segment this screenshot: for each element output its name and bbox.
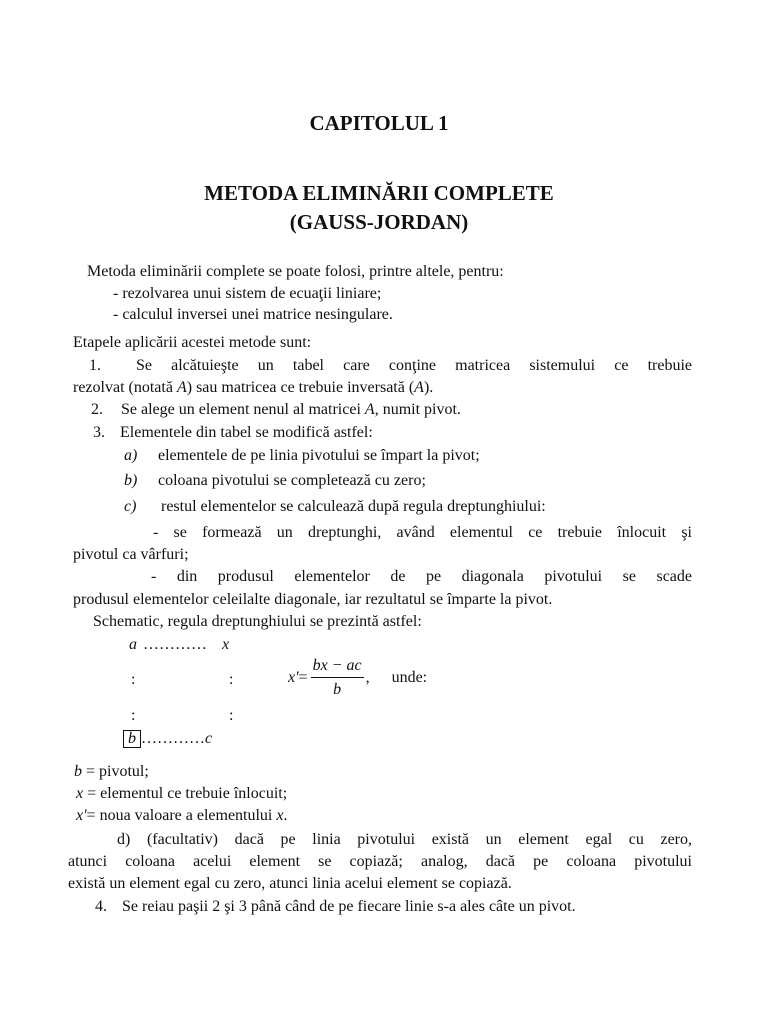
step1-line2-pre: rezolvat (notată [73, 379, 177, 396]
def-text: noua valoare a elementului [99, 807, 277, 824]
formula-eq: = [298, 669, 308, 686]
chapter-title: CAPITOLUL 1 [309, 111, 449, 135]
schematic-intro: Schematic, regula dreptunghiului se prezintă astfel: [93, 613, 422, 630]
def-var: x [76, 785, 84, 802]
schema-bottom-right-c: c [205, 730, 213, 747]
def-var2: x [276, 807, 284, 824]
matrix-a-symbol: A [414, 379, 424, 396]
method-title-line1: METODA ELIMINĂRII COMPLETE [204, 181, 554, 205]
use-item-2: - calculul inversei unei matrice nesingulare. [113, 306, 393, 323]
matrix-a-symbol: A [176, 379, 187, 396]
definition-new-value [76, 806, 287, 826]
schema-colon: : [131, 707, 136, 724]
pivot-box: b [123, 730, 141, 748]
step2-post: , numit pivot. [374, 401, 461, 418]
formula-numerator: bx − ac [311, 656, 364, 678]
definition-element [76, 784, 287, 804]
step1-number: 1. [89, 357, 101, 374]
step3-text: Elementele din tabel se modifică astfel: [120, 424, 373, 441]
def-var: x' [76, 807, 87, 824]
formula-lhs: x' [288, 669, 299, 686]
step2-text [121, 400, 461, 420]
step-d-line1: d) (facultativ) dacă pe linia pivotului există un element egal cu zero, [117, 831, 692, 848]
schema-top-dots: ………… [143, 636, 207, 653]
def-sep: = [83, 785, 101, 802]
matrix-a-symbol: A [364, 401, 375, 418]
step1-line2-mid: ) sau matricea ce trebuie inversată ( [186, 379, 415, 396]
step1-line2-post: ). [423, 379, 434, 396]
step3-c2-line2: produsul elementelor celeilalte diagonale, iar rezultatul se împarte la pivot. [73, 591, 553, 608]
def-sep: = [82, 763, 100, 780]
def-sep: = [86, 807, 100, 824]
schema-colon: : [229, 707, 234, 724]
def-text: pivotul; [99, 763, 149, 780]
step3-c2-line1: - din produsul elementelor de pe diagonala pivotului se scade [151, 568, 692, 585]
schema-bottom-dots: ………… [141, 730, 205, 747]
formula-comma: , [365, 669, 370, 686]
step2-number: 2. [91, 401, 103, 418]
step2-pre: Se alege un element nenul al matricei [121, 401, 365, 418]
schema-top-right-x: x [222, 636, 230, 653]
step4-text: Se reiau paşii 2 şi 3 până când de pe fiecare linie s-a ales câte un pivot. [122, 898, 576, 915]
schema-bottom-row [123, 729, 212, 749]
use-item-1: - rezolvarea unui sistem de ecuaţii liniare; [113, 285, 382, 302]
step3-b-text: coloana pivotului se completează cu zero; [158, 472, 426, 489]
def-var: b [74, 763, 82, 780]
step-d-line2: atunci coloana acelui element se copiază; analog, dacă pe coloana pivotului [68, 853, 692, 870]
step3-a-label: a) [124, 447, 138, 464]
step3-c1-line2: pivotul ca vârfuri; [73, 546, 189, 563]
schema-top-left-a: a [129, 636, 137, 653]
step4-number: 4. [95, 898, 107, 915]
intro-text: Metoda eliminării complete se poate folosi, printre altele, pentru: [87, 263, 504, 280]
step3-c1-line1: - se formează un dreptunghi, având elementul ce trebuie înlocuit şi [153, 524, 692, 541]
unde-label: unde: [391, 669, 428, 686]
steps-heading: Etapele aplicării acestei metode sunt: [73, 334, 312, 351]
rectangle-rule-formula [288, 656, 427, 700]
formula-denominator: b [333, 681, 342, 698]
step3-b-label: b) [124, 472, 138, 489]
def-text: elementul ce trebuie înlocuit; [100, 785, 288, 802]
method-title-line2: (GAUSS-JORDAN) [289, 210, 469, 234]
step3-number: 3. [93, 424, 105, 441]
formula-fraction [311, 656, 364, 700]
step-d-line3: există un element egal cu zero, atunci linia acelui element se copiază. [68, 875, 512, 892]
step3-c-text: restul elementelor se calculează după regula dreptunghiului: [161, 498, 546, 515]
schema-colon: : [131, 671, 136, 688]
step3-c-label: c) [124, 498, 137, 515]
step3-a-text: elementele de pe linia pivotului se împart la pivot; [158, 447, 480, 464]
step1-line2 [73, 378, 433, 398]
schema-colon: : [229, 671, 234, 688]
step1-line1: Se alcătuieşte un tabel care conţine matricea sistemului ce trebuie [136, 357, 692, 374]
def-end: . [283, 807, 288, 824]
definition-pivot [74, 762, 149, 782]
